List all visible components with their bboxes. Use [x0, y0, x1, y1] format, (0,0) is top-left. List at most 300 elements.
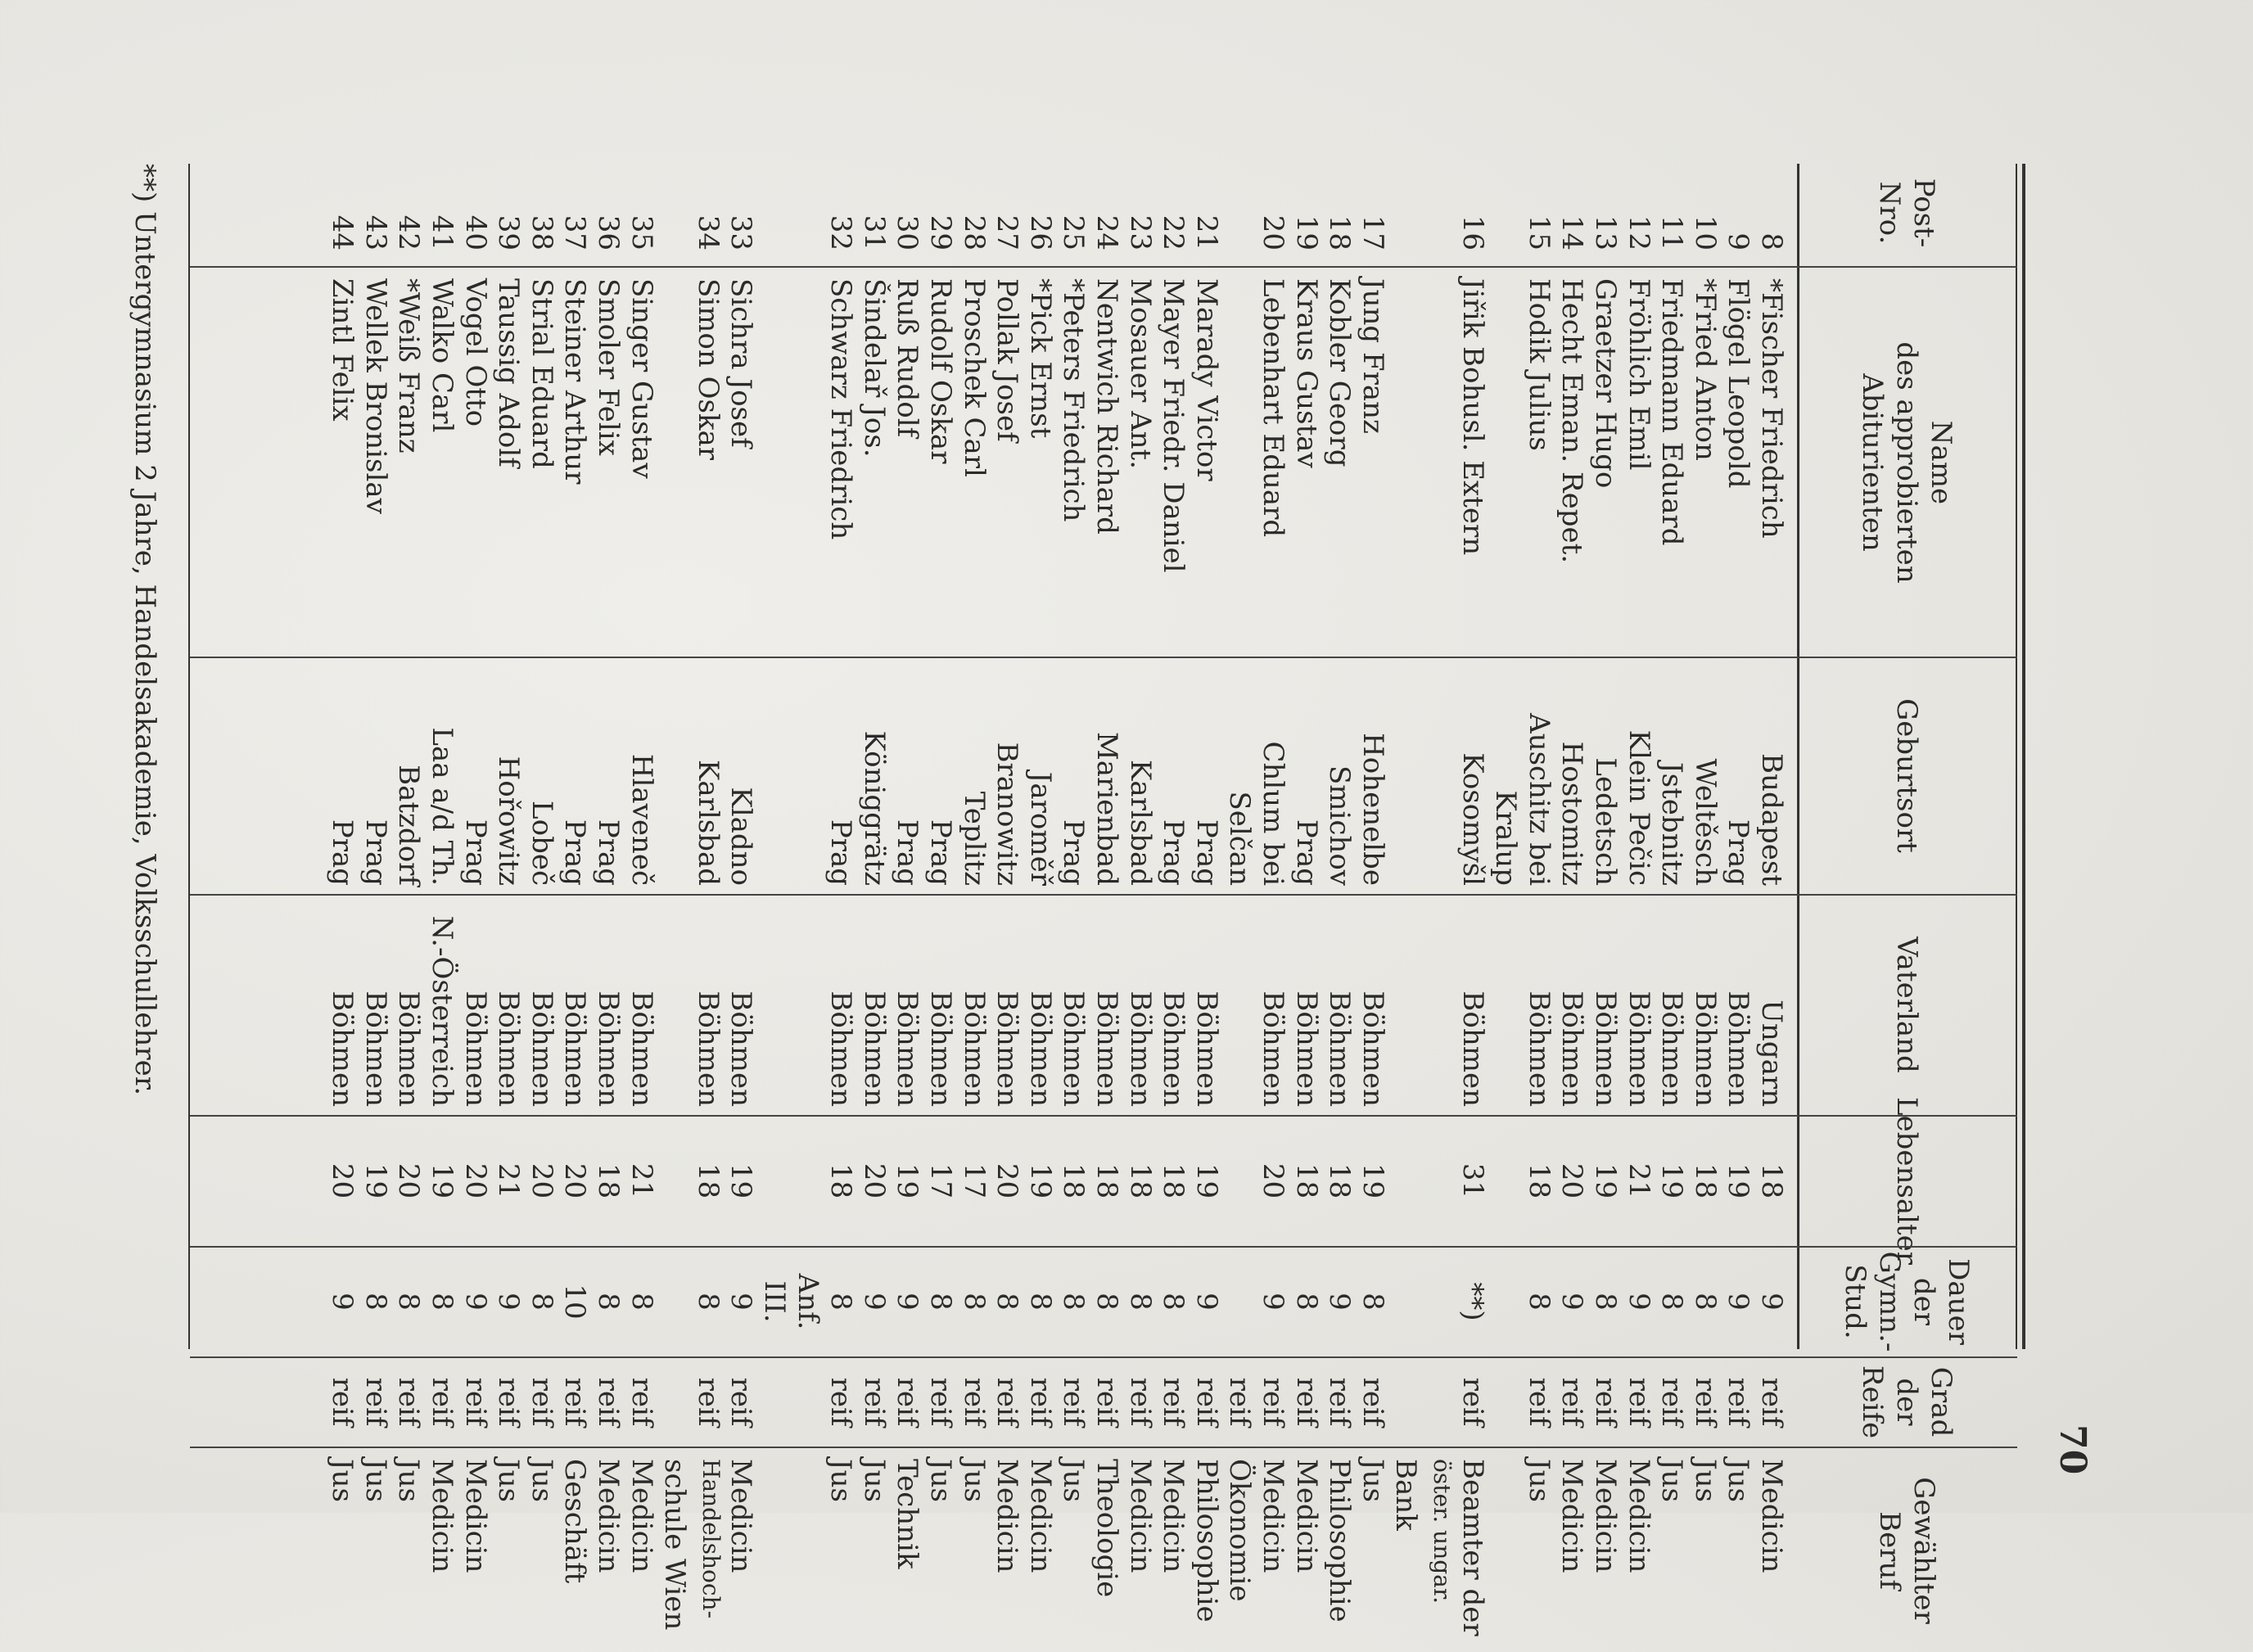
- cell-nr: 28: [957, 214, 991, 251]
- cell-nr: 15: [1522, 214, 1555, 251]
- page-number: 70: [2052, 1424, 2093, 1475]
- cell-geb: Prag: [1190, 819, 1223, 886]
- cell-vat: Böhmen: [1522, 991, 1555, 1107]
- cell-name: Steiner Arthur: [558, 278, 592, 485]
- cell-name: Wellek Bronislav: [359, 278, 392, 514]
- cell-vat: Böhmen: [1655, 991, 1689, 1107]
- cell-geb: Jstebnitz: [1655, 762, 1689, 886]
- cell-dur: 8: [924, 1293, 957, 1311]
- cell-grad: reif: [1522, 1377, 1555, 1427]
- cell-age: 18: [1123, 1162, 1157, 1199]
- cell-name: *Weiß Franz: [392, 278, 426, 454]
- cell-nr: 8: [1755, 232, 1788, 251]
- cell-age: 20: [1257, 1162, 1289, 1199]
- cell-name: Šindelař Jos.: [857, 278, 891, 458]
- cell-name: Smoler Felix: [592, 278, 625, 456]
- cell-nr: [758, 164, 791, 262]
- cell-grad: reif: [1323, 1377, 1357, 1427]
- cell-geb: Karlsbad: [1123, 759, 1157, 886]
- cell-nr: 25: [1057, 214, 1090, 251]
- table-row: [1622, 164, 1655, 1573]
- cell-age: 19: [1722, 1162, 1755, 1199]
- cell-dur: 9: [326, 1293, 359, 1311]
- cell-grad: reif: [824, 1377, 858, 1427]
- cell-nr: 19: [1289, 214, 1323, 251]
- cell-beruf: Medicin: [426, 1459, 458, 1573]
- cell-geb: [758, 659, 791, 892]
- cell-vat: Böhmen: [558, 991, 592, 1107]
- table-row: [458, 164, 492, 1573]
- column-divider: [190, 1356, 2017, 1358]
- cell-nr: 35: [625, 214, 658, 251]
- cell-vat: Böhmen: [1456, 991, 1489, 1107]
- cell-name: *Peters Friedrich: [1057, 278, 1090, 522]
- cell-age: [1223, 1117, 1256, 1244]
- cell-geb: Hostomitz: [1555, 741, 1589, 886]
- cell-dur: 9: [857, 1293, 891, 1311]
- cell-vat: [792, 896, 824, 1113]
- cell-grad: reif: [1688, 1377, 1722, 1427]
- cell-dur: 8: [1589, 1293, 1622, 1311]
- cell-name: Vogel Otto: [458, 278, 492, 427]
- cell-beruf: Medicin: [991, 1459, 1024, 1573]
- cell-nr: 30: [891, 214, 924, 251]
- cell-grad: reif: [725, 1377, 758, 1427]
- cell-name: Lebenhart Eduard: [1257, 278, 1289, 538]
- cell-beruf: Jus: [1722, 1459, 1755, 1502]
- cell-geb: Hlaveneč: [625, 753, 658, 886]
- cell-beruf: Jus: [1356, 1459, 1389, 1502]
- cell-name: Flögel Leopold: [1722, 278, 1755, 489]
- cell-age: 18: [1755, 1162, 1788, 1199]
- cell-grad: reif: [1090, 1377, 1123, 1427]
- cell-geb: Auschitz bei: [1522, 713, 1555, 886]
- cell-dur: 8: [1057, 1293, 1090, 1311]
- cell-grad: reif: [1190, 1377, 1223, 1427]
- cell-geb: Kosomyšl: [1456, 752, 1489, 886]
- cell-name: Kraus Gustav: [1289, 278, 1323, 468]
- cell-beruf: schule Wien: [658, 1459, 692, 1631]
- cell-vat: Böhmen: [1722, 991, 1755, 1107]
- cell-vat: Böhmen: [1190, 991, 1223, 1107]
- cell-beruf: Medicin: [1023, 1459, 1057, 1573]
- table-row: [326, 164, 359, 1502]
- cell-geb: Prag: [1157, 819, 1190, 886]
- cell-nr: 33: [725, 214, 758, 251]
- cell-vat: Böhmen: [1589, 991, 1622, 1107]
- table-top-rule: [2022, 164, 2025, 1349]
- cell-grad: reif: [924, 1377, 957, 1427]
- cell-geb: Prag: [558, 819, 592, 886]
- cell-vat: Böhmen: [525, 991, 558, 1107]
- cell-dur: 9: [1190, 1293, 1223, 1311]
- table-row: [658, 164, 692, 1631]
- cell-vat: [1389, 896, 1422, 1113]
- cell-beruf: Technik: [891, 1459, 924, 1569]
- cell-dur: **): [1456, 1282, 1489, 1321]
- cell-nr: 38: [525, 214, 558, 251]
- cell-name: Mosauer Ant.: [1123, 278, 1157, 470]
- cell-name: Jiřik Bohusl. Extern: [1456, 278, 1489, 556]
- table-row: [1090, 164, 1123, 1598]
- cell-grad: reif: [1456, 1377, 1489, 1427]
- cell-grad: reif: [1622, 1377, 1655, 1427]
- table-row: [359, 164, 392, 1502]
- table-row: [1257, 164, 1289, 1573]
- cell-dur: 9: [891, 1293, 924, 1311]
- cell-grad: [658, 1359, 691, 1445]
- cell-dur: [1489, 1248, 1522, 1355]
- cell-nr: 42: [392, 214, 426, 251]
- table-row: [392, 164, 426, 1502]
- cell-geb: Lobeč: [525, 801, 558, 886]
- header-beruf: Gewählter Beruf: [1873, 1477, 1940, 1624]
- table-row: [1190, 164, 1223, 1623]
- cell-geb: Prag: [458, 819, 492, 886]
- cell-nr: 37: [558, 214, 592, 251]
- cell-name: *Fried Anton: [1688, 278, 1722, 461]
- cell-dur: 9: [1622, 1293, 1655, 1311]
- cell-nr: [658, 164, 691, 262]
- cell-dur: 8: [1688, 1293, 1722, 1311]
- cell-age: 19: [359, 1162, 392, 1199]
- cell-geb: [1423, 659, 1456, 892]
- cell-vat: Böhmen: [458, 991, 492, 1107]
- cell-geb: Smichov: [1323, 765, 1357, 886]
- cell-beruf: Handelshoch-: [697, 1459, 725, 1619]
- cell-age: 20: [326, 1162, 359, 1199]
- cell-grad: reif: [691, 1377, 725, 1427]
- cell-name: Fröhlich Emil: [1622, 278, 1655, 471]
- cell-vat: Böhmen: [891, 991, 924, 1107]
- cell-nr: 34: [691, 214, 725, 251]
- cell-grad: reif: [392, 1377, 426, 1427]
- cell-beruf: Jus: [1688, 1459, 1722, 1502]
- cell-vat: Böhmen: [326, 991, 359, 1107]
- cell-nr: 20: [1257, 214, 1289, 251]
- cell-grad: reif: [1755, 1377, 1788, 1427]
- cell-nr: 41: [426, 214, 458, 251]
- cell-dur: [1389, 1248, 1422, 1355]
- cell-age: 21: [1622, 1162, 1655, 1199]
- cell-nr: 26: [1023, 214, 1057, 251]
- cell-beruf: Medicin: [1755, 1459, 1788, 1573]
- cell-grad: reif: [1356, 1377, 1389, 1427]
- cell-age: [758, 1117, 791, 1244]
- cell-name: Walko Carl: [426, 278, 458, 433]
- cell-name: Proschek Carl: [957, 278, 991, 477]
- cell-vat: [758, 896, 791, 1113]
- cell-age: 18: [592, 1162, 625, 1199]
- column-divider: [190, 1447, 2017, 1448]
- cell-age: 21: [492, 1162, 526, 1199]
- cell-beruf: [1489, 1449, 1522, 1652]
- cell-dur: 9: [1555, 1293, 1589, 1311]
- table-row: [1489, 164, 1522, 1349]
- cell-vat: Böhmen: [1257, 991, 1289, 1107]
- cell-nr: 16: [1456, 214, 1489, 251]
- cell-nr: 13: [1589, 214, 1622, 251]
- cell-age: [1423, 1117, 1456, 1244]
- cell-age: 18: [1057, 1162, 1090, 1199]
- cell-name: Sichra Josef: [725, 278, 758, 448]
- cell-vat: Böhmen: [1356, 991, 1389, 1107]
- cell-grad: [792, 1359, 824, 1445]
- cell-vat: Böhmen: [691, 991, 725, 1107]
- cell-age: 18: [1289, 1162, 1323, 1199]
- cell-age: 18: [1090, 1162, 1123, 1199]
- cell-geb: Karlsbad: [691, 759, 725, 886]
- cell-name: [658, 270, 691, 655]
- cell-beruf: Jus: [392, 1459, 426, 1502]
- cell-grad: reif: [1655, 1377, 1689, 1427]
- cell-nr: [792, 164, 824, 262]
- cell-beruf: Medicin: [1157, 1459, 1190, 1573]
- cell-age: 19: [1023, 1162, 1057, 1199]
- cell-nr: [1423, 164, 1456, 262]
- cell-dur: 8: [991, 1293, 1024, 1311]
- header-grad: Grad der Reife: [1856, 1365, 1957, 1439]
- cell-beruf: öster. ungar.: [1429, 1459, 1456, 1605]
- cell-dur: 8: [957, 1293, 991, 1311]
- table-row: [1555, 164, 1589, 1573]
- cell-beruf: Medicin: [458, 1459, 492, 1573]
- cell-age: 18: [824, 1162, 858, 1199]
- cell-beruf: Jus: [359, 1459, 392, 1502]
- cell-age: 19: [426, 1162, 458, 1199]
- cell-dur: 8: [525, 1293, 558, 1311]
- cell-age: 18: [1522, 1162, 1555, 1199]
- cell-nr: 24: [1090, 214, 1123, 251]
- cell-name: Hecht Eman. Repet.: [1555, 278, 1589, 564]
- cell-grad: reif: [957, 1377, 991, 1427]
- cell-beruf: Philosophie: [1190, 1459, 1223, 1623]
- table-row: [1123, 164, 1157, 1573]
- cell-dur: 9: [1323, 1293, 1357, 1311]
- cell-grad: [1423, 1359, 1456, 1445]
- cell-name: *Fischer Friedrich: [1755, 278, 1788, 539]
- cell-age: 18: [1688, 1162, 1722, 1199]
- table-row: [492, 164, 526, 1502]
- cell-grad: reif: [558, 1377, 592, 1427]
- cell-beruf: Medicin: [1257, 1459, 1289, 1573]
- cell-vat: Böhmen: [1555, 991, 1589, 1107]
- cell-vat: Böhmen: [1023, 991, 1057, 1107]
- cell-vat: Böhmen: [725, 991, 758, 1107]
- cell-geb: Königgrätz: [857, 730, 891, 886]
- cell-geb: Klein Pečic: [1622, 729, 1655, 886]
- table-row: [1356, 164, 1389, 1502]
- cell-geb: Kladno: [725, 787, 758, 886]
- cell-age: 19: [1655, 1162, 1689, 1199]
- cell-age: 19: [1190, 1162, 1223, 1199]
- cell-vat: Böhmen: [492, 991, 526, 1107]
- cell-vat: Böhmen: [924, 991, 957, 1107]
- cell-dur: 8: [625, 1293, 658, 1311]
- cell-grad: reif: [1289, 1377, 1323, 1427]
- table-row: [1456, 164, 1489, 1636]
- header-vaterland: Vaterland: [1890, 937, 1923, 1073]
- cell-name: Hodik Julius: [1522, 278, 1555, 451]
- table-row: [1389, 164, 1423, 1531]
- cell-vat: Böhmen: [857, 991, 891, 1107]
- cell-nr: 14: [1555, 214, 1589, 251]
- table-row: [558, 164, 592, 1584]
- table-row: [1223, 164, 1257, 1602]
- table-row: [592, 164, 625, 1573]
- cell-nr: 32: [824, 214, 858, 251]
- cell-nr: [1489, 164, 1522, 262]
- cell-dur: 8: [824, 1293, 858, 1311]
- cell-geb: [1389, 659, 1422, 892]
- cell-dur: III.: [758, 1280, 791, 1323]
- cell-vat: [658, 896, 691, 1113]
- cell-dur: 9: [1257, 1293, 1289, 1311]
- cell-geb: Selčan: [1223, 791, 1257, 886]
- cell-dur: 8: [1023, 1293, 1057, 1311]
- cell-name: Nentwich Richard: [1090, 278, 1123, 535]
- cell-age: 20: [458, 1162, 492, 1199]
- table-row: [1023, 164, 1057, 1573]
- cell-nr: 17: [1356, 214, 1389, 251]
- cell-dur: 8: [1356, 1293, 1389, 1311]
- cell-grad: reif: [857, 1377, 891, 1427]
- cell-age: 20: [392, 1162, 426, 1199]
- cell-nr: 44: [326, 214, 359, 251]
- cell-beruf: Bank: [1389, 1459, 1423, 1531]
- cell-age: 17: [957, 1162, 991, 1199]
- cell-vat: Böhmen: [1622, 991, 1655, 1107]
- cell-age: 20: [857, 1162, 891, 1199]
- cell-grad: reif: [458, 1377, 492, 1427]
- cell-age: [1489, 1117, 1522, 1244]
- cell-nr: 21: [1190, 214, 1223, 251]
- cell-nr: 31: [857, 214, 891, 251]
- table-row: [1589, 164, 1622, 1573]
- cell-beruf: Jus: [1655, 1459, 1689, 1502]
- cell-geb: Prag: [359, 819, 392, 886]
- cell-nr: 12: [1622, 214, 1655, 251]
- table-row: [792, 164, 824, 1349]
- cell-name: Singer Gustav: [625, 278, 658, 479]
- cell-nr: 23: [1123, 214, 1157, 251]
- cell-grad: reif: [1023, 1377, 1057, 1427]
- cell-geb: Jaroměř: [1023, 771, 1057, 886]
- cell-grad: [1489, 1359, 1522, 1445]
- cell-dur: 8: [691, 1293, 725, 1311]
- cell-beruf: Medicin: [1555, 1459, 1589, 1573]
- cell-nr: 27: [991, 214, 1024, 251]
- table-row: [1722, 164, 1755, 1502]
- cell-name: Taussig Adolf: [492, 278, 526, 467]
- cell-nr: 36: [592, 214, 625, 251]
- cell-geb: [792, 659, 824, 892]
- cell-beruf: Medicin: [1589, 1459, 1622, 1573]
- cell-dur: 9: [1755, 1293, 1788, 1311]
- cell-grad: reif: [426, 1377, 458, 1427]
- cell-beruf: Beamter der: [1456, 1459, 1489, 1636]
- cell-vat: Böhmen: [592, 991, 625, 1107]
- cell-geb: Prag: [824, 819, 858, 886]
- cell-age: 20: [558, 1162, 592, 1199]
- cell-age: 20: [991, 1162, 1024, 1199]
- table-row: [1688, 164, 1722, 1502]
- cell-age: 20: [525, 1162, 558, 1199]
- table-row: [691, 164, 725, 1619]
- cell-age: [1389, 1117, 1422, 1244]
- cell-grad: reif: [492, 1377, 526, 1427]
- header-name: Name des approbierten Abiturienten: [1856, 341, 1957, 584]
- cell-beruf: Jus: [492, 1459, 526, 1502]
- table-row: [1423, 164, 1456, 1605]
- cell-grad: reif: [359, 1377, 392, 1427]
- cell-beruf: Geschäft: [558, 1459, 592, 1584]
- table-row: [1057, 164, 1090, 1502]
- header-nr: Post-Nro.: [1873, 178, 1940, 248]
- cell-geb: Branowitz: [991, 742, 1024, 886]
- cell-vat: Böhmen: [957, 991, 991, 1107]
- cell-geb: Prag: [924, 819, 957, 886]
- cell-vat: Böhmen: [991, 991, 1024, 1107]
- cell-name: Zintl Felix: [326, 278, 359, 422]
- table-row: [1522, 164, 1555, 1502]
- table-row: [857, 164, 891, 1502]
- cell-age: 18: [1157, 1162, 1190, 1199]
- cell-age: 19: [891, 1162, 924, 1199]
- cell-nr: 9: [1722, 232, 1755, 251]
- cell-dur: 8: [1090, 1293, 1123, 1311]
- cell-beruf: Ökonomie: [1223, 1459, 1257, 1602]
- cell-name: [792, 270, 824, 655]
- cell-name: [1489, 270, 1522, 655]
- cell-grad: reif: [1555, 1377, 1589, 1427]
- cell-beruf: Jus: [924, 1459, 957, 1502]
- cell-grad: reif: [1157, 1377, 1190, 1427]
- cell-geb: Teplitz: [957, 791, 991, 886]
- header-lebensalter: Lebensalter: [1890, 1096, 1923, 1266]
- table-row: [957, 164, 991, 1502]
- cell-vat: Böhmen: [1090, 991, 1123, 1107]
- cell-name: [1389, 270, 1422, 655]
- cell-grad: reif: [891, 1377, 924, 1427]
- cell-grad: reif: [1057, 1377, 1090, 1427]
- cell-dur: 8: [592, 1293, 625, 1311]
- cell-geb: Hohenelbe: [1356, 733, 1389, 886]
- cell-dur: 10: [558, 1284, 592, 1320]
- cell-vat: Böhmen: [359, 991, 392, 1107]
- cell-beruf: Medicin: [725, 1459, 758, 1573]
- cell-age: 19: [1356, 1162, 1389, 1199]
- cell-geb: Prag: [1722, 819, 1755, 886]
- cell-beruf: Medicin: [1289, 1459, 1323, 1573]
- cell-dur: 9: [725, 1293, 758, 1311]
- cell-name: Pollak Josef: [991, 278, 1024, 442]
- cell-grad: reif: [1223, 1377, 1257, 1427]
- cell-name: [1223, 270, 1256, 655]
- cell-beruf: Medicin: [592, 1459, 625, 1573]
- cell-dur: Anf.: [791, 1273, 824, 1330]
- cell-dur: 9: [1722, 1293, 1755, 1311]
- cell-geb: Prag: [891, 819, 924, 886]
- cell-grad: reif: [1123, 1377, 1157, 1427]
- table-row: [924, 164, 957, 1502]
- cell-dur: 8: [1157, 1293, 1190, 1311]
- table-row: [1755, 164, 1788, 1573]
- cell-vat: Böhmen: [1289, 991, 1323, 1107]
- cell-grad: [758, 1359, 791, 1445]
- cell-age: 21: [625, 1162, 658, 1199]
- header-geburtsort: Geburtsort: [1890, 698, 1923, 853]
